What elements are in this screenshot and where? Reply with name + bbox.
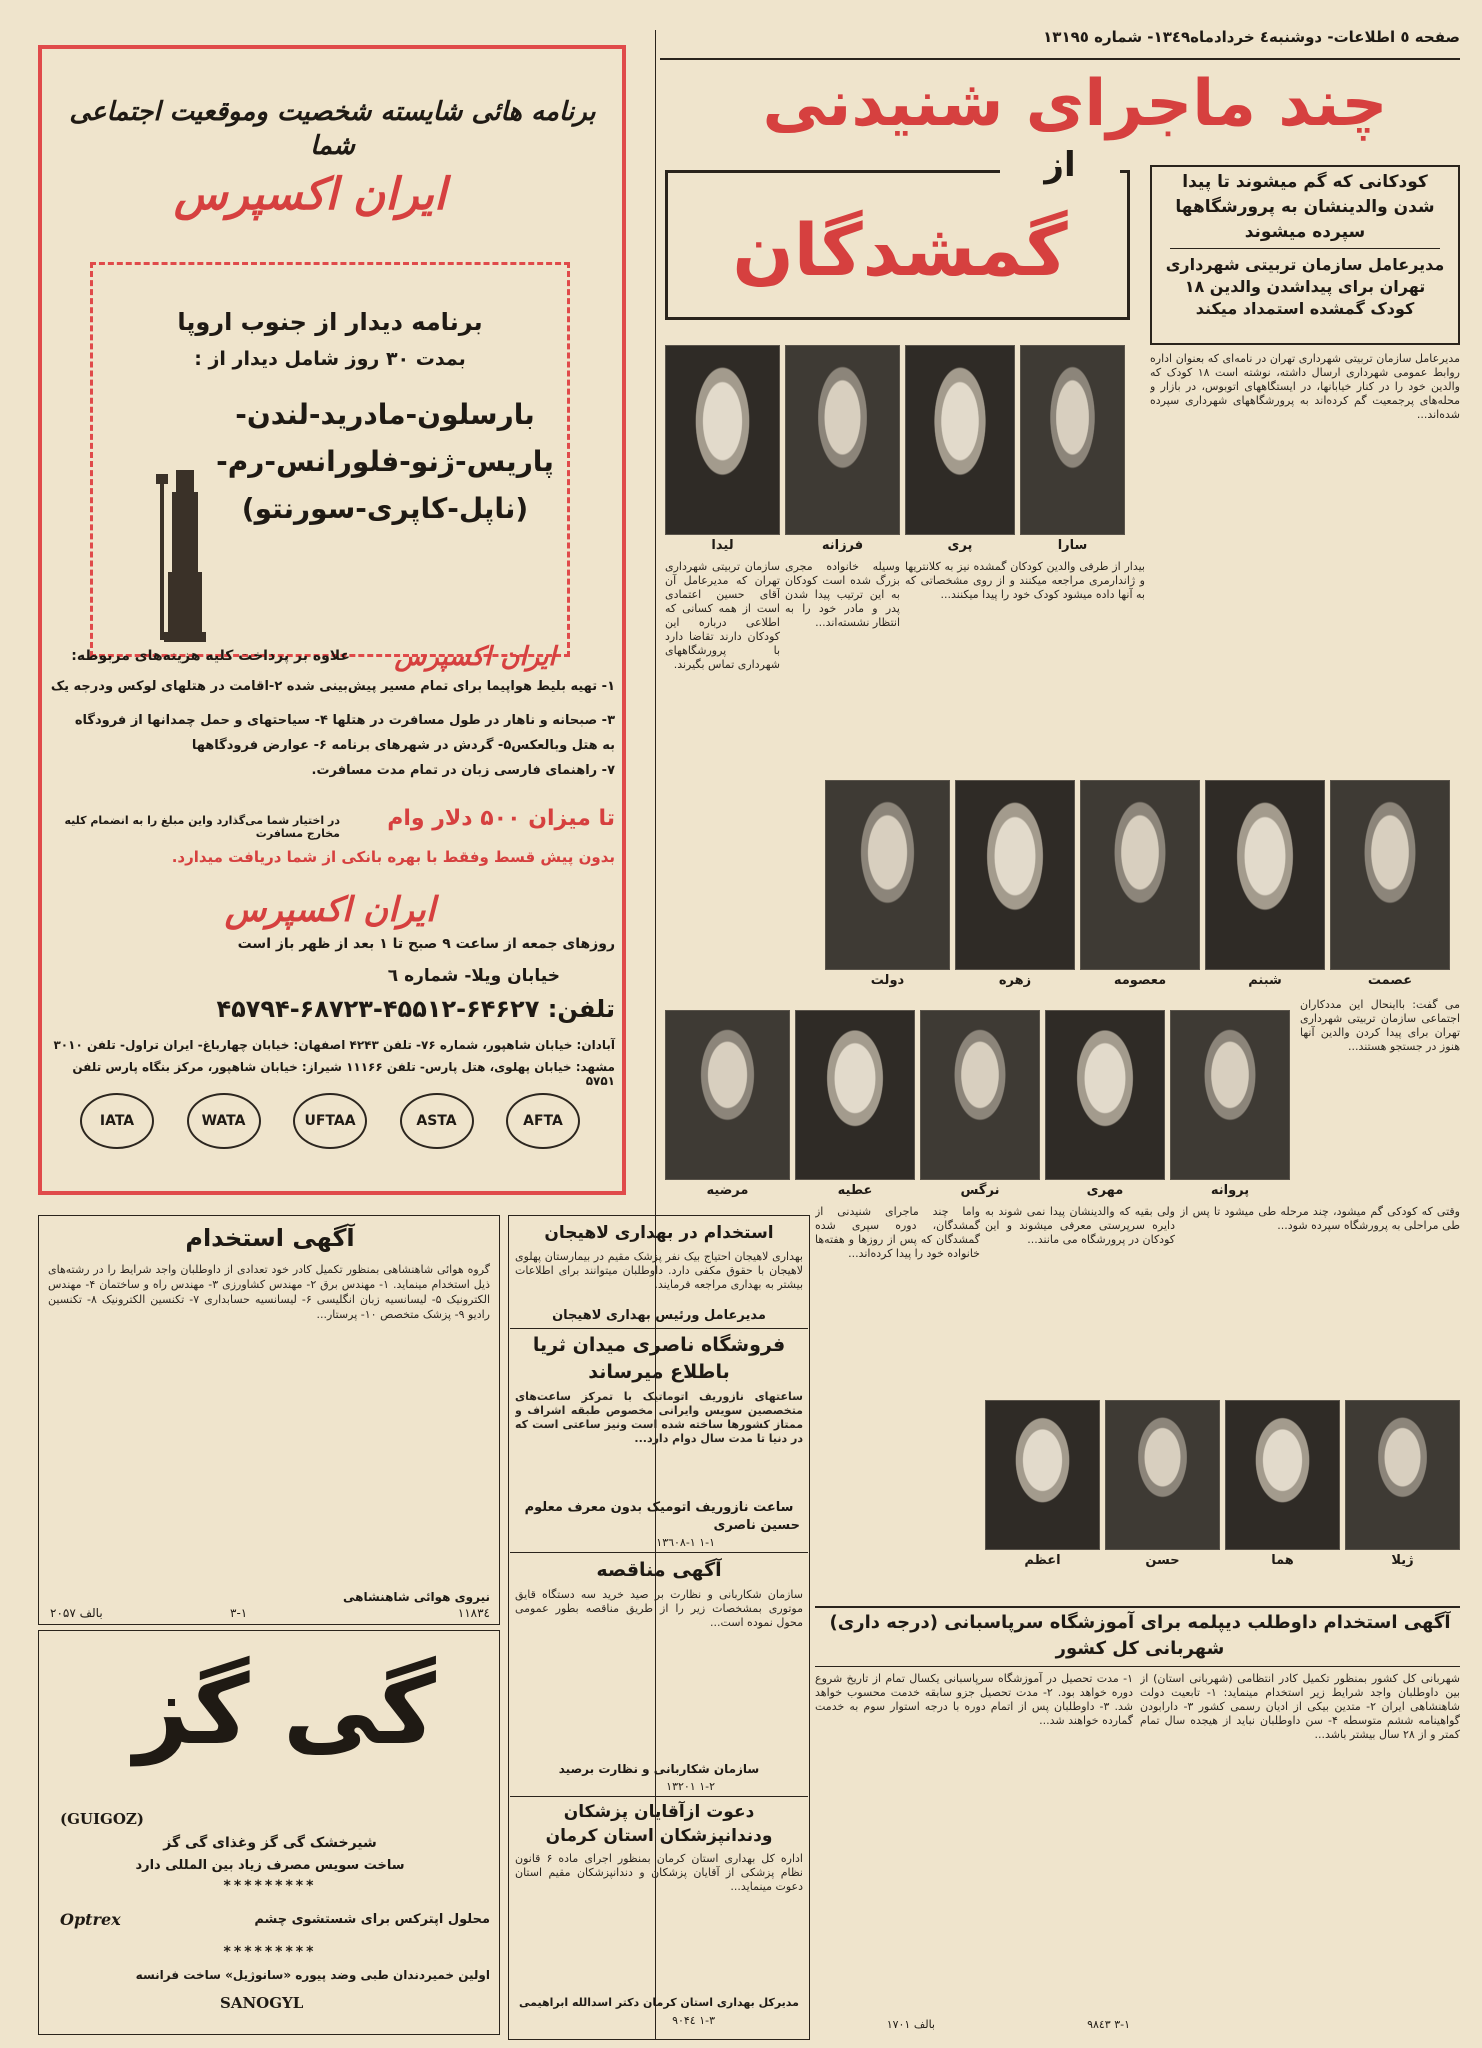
photo-shabnam [1205,780,1325,970]
police-ad-code: ۳-۱ ۹۸٤۳ [1087,2018,1130,2031]
uftaa-logo: UFTAA [293,1093,367,1149]
story-col1: مدیرعامل سازمان تربیتی شهرداری تهران در نامه‌ای که بعنوان اداره روابط عمومی شهرداری ارسال داشته، نوشته است ۱۸ کودک که والدین خود را در کنار خیابانها، در ایستگاههای اتوبوس، در بازار و محله‌های پرجمعیت گم کرده‌اند به پرورشگاههای شهرداری سپرده شده‌اند... [1150,352,1460,421]
naseri-ad-sign: حسین ناصری [713,1518,800,1533]
caption-lida: لیدا [711,538,734,553]
photo-hassan [1105,1400,1220,1550]
caption-zhila: ژیلا [1391,1553,1414,1568]
optrex-line: محلول اپترکس برای شستشوی چشم [254,1912,490,1927]
main-title-line1: چند ماجرای شنیدنی [762,67,1388,141]
ad-includes-label: علاوه بر پرداخت کلیه هزینه‌های مربوطه: [71,648,350,664]
ad-includes-4: ۷- راهنمای فارسی زبان در تمام مدت مسافرت. [311,763,615,778]
caption-farzaneh: فرزانه [821,538,864,553]
kerman-ad-code: ۱-۳ ۹۰۴٤ [672,2014,715,2027]
lahijan-ad-title: استخدام در بهداری لاهیجان [544,1223,774,1243]
ad-includes-3: به هتل وبالعکس۵- گردش در شهرهای برنامه ۶- عوارض فرودگاهها [191,738,615,753]
ad-tour-duration: بمدت ۳۰ روز شامل دیدار از : [194,348,466,370]
optrex-logo: Optrex [60,1910,121,1929]
caption-parvaneh: پروانه [1210,1183,1250,1198]
guigoz-line2: ساخت سویس مصرف زیاد بین المللی دارد [135,1858,405,1873]
ad-loan-line3: بدون پیش قسط وفقط با بهره بانکی از شما دریافت میدارد. [171,848,615,866]
persian-soldier-illustration [150,460,220,650]
kerman-ad-sign: مدیرکل بهداری استان کرمان دکتر اسدالله ابراهیمی [519,1996,799,2009]
guigoz-latin: (GUIGOZ) [60,1810,144,1828]
photo-masoumeh [1080,780,1200,970]
caption-atieh: عطیه [837,1183,873,1198]
story-bottom1: وقتی که کودکی گم میشود، چند مرحله طی میشود تا پس از طی مراحلی به پرورشگاه سپرده شود... [1180,1205,1460,1232]
kerman-ad-title: دعوت ازآقایان پزشکان ودندانپزشکان استان کرمان [545,1802,773,1846]
caption-marzieh: مرضیه [706,1183,749,1198]
story-side: می گفت: بااینحال این مددکاران اجتماعی سازمان تربیتی شهرداری تهران برای پیدا کردن والدین آنها هنوز در جستجو هستند... [1300,998,1460,1053]
afta-logo: AFTA [506,1093,580,1149]
caption-shabnam: شبنم [1248,973,1282,988]
police-ad-title: آگهی استخدام داوطلب دیپلمه برای آموزشگاه سرپاسبانی (درجه داری) شهربانی کل کشور [829,1612,1451,1659]
ad-loan-line2: در اختیار شما می‌گذارد واین مبلغ را به انضمام کلیه مخارج مسافرت [64,814,340,840]
main-title-line2: گمشدگان [732,208,1068,292]
photo-mehri [1045,1010,1165,1180]
photo-esmat [1330,780,1450,970]
naseri-ad-price: ساعت نازوریف اتومیک بدون معرف معلوم [524,1500,794,1515]
photo-sara [1020,345,1125,535]
photo-zohreh [955,780,1075,970]
naseri-ad-title: فروشگاه ناصری میدان ثریا باطلاع میرساند [532,1334,786,1383]
asta-logo: ASTA [400,1093,474,1149]
photo-parvaneh [1170,1010,1290,1180]
caption-narges: نرگس [960,1183,1000,1198]
header-rule [660,58,1460,60]
ad-cities-3: (ناپل-کاپری-سورنتو) [241,492,529,525]
page-header: صفحه ٥ اطلاعات- دوشنبه٤ خردادماه١٣٤٩- شماره ١٣١٩٥ [1043,28,1460,46]
ad-logo-top: ایران اکسپرس [173,169,447,220]
photo-lida [665,345,780,535]
naseri-rule [510,1552,808,1553]
subhead-2: مدیرعامل سازمان تربیتی شهرداری تهران برای پیداشدن والدین ۱۸ کودک گمشده استمداد میکند [1165,255,1445,318]
caption-esmat: عصمت [1367,973,1413,988]
ad-loan-line: تا میزان ۵۰۰ دلار وام [387,806,615,831]
lahijan-rule [510,1328,808,1329]
caption-azam: اعظم [1024,1553,1061,1568]
ad-address: خیابان ویلا- شماره ٦ [387,966,560,986]
lahijan-ad-sign: مدیرعامل ورئیس بهداری لاهیجان [552,1308,766,1323]
photo-marzieh [665,1010,790,1180]
caption-mehri: مهری [1086,1183,1124,1198]
ad-includes-1: ۱- تهیه بلیط هواپیما برای تمام مسیر پیش‌بینی شده ۲-اقامت در هتلهای لوکس ودرجه یک [50,679,615,694]
ad-logo-mid: ایران اکسپرس [394,642,556,672]
police-ad-code2: بالف ۱۷۰۱ [886,2018,935,2031]
story-col2: بیدار از طرفی والدین کودکان گمشده نیز به کلانتریها و ژاندارمری مراجعه میکنند و از روی مشخصاتی که به آنها داده میشود کودک خود را پیدا میکنند... [905,560,1145,601]
police-ad-title-rule [815,1666,1460,1667]
naseri-ad-code: ۱-۱ ۱۳٦۰۸-۱ [656,1536,715,1549]
ad-top-line: برنامه هائی شایسته شخصیت وموقعیت اجتماعی شما [69,97,596,161]
tender-ad-sign: سازمان شکاربانی و نظارت برصید [558,1762,760,1776]
photo-dolat [825,780,950,970]
sanogyl-line: اولین خمیردندان طبی وضد پیوره «سانوژیل» ساخت فرانسه [135,1968,490,1982]
subhead-1: کودکانی که گم میشوند تا پیدا شدن والدینشان به پرورشگاهها سپرده میشوند [1175,172,1435,242]
guigoz-stars2: ********* [223,1944,317,1960]
photo-azam [985,1400,1100,1550]
subhead-divider [1170,248,1440,249]
caption-pari: پری [947,538,973,553]
story-bottom3: واما چند ماجرای شنیدنی از گمشدگان، دوره سپری شده گمشدگان که پس از روزها و هفته‌ها خانواده خود را پیدا کرده‌اند... [815,1205,980,1260]
main-title-from: از [1000,145,1120,185]
ad-logo-bottom: ایران اکسپرس [224,890,436,930]
guigoz-stars: ********* [223,1878,317,1894]
employment-ad-footer-num: ۱۱۸۳٤ [457,1606,490,1620]
ad-cities-1: بارسلون-مادرید-لندن- [235,398,535,431]
ad-branches-1: آبادان: خیابان شاهپور، شماره ۷۶- تلفن ۴۲۴۳ اصفهان: خیابان چهارباغ- ایران تراول- تلفن ۳۰۱۰ [53,1038,615,1052]
sanogyl-logo: SANOGYL [220,1994,304,2012]
employment-ad-text: گروه هوائی شاهنشاهی بمنظور تکمیل کادر خود تعدادی از داوطلبان واجد شرایط را در رشته‌های ذیل استخدام مینماید. ۱- مهندس برق ۲- مهندس کشاورزی ۳- مهندس راه و ساختمان ۴- مهندس الکترونیک ۵- لیسانسیه زبان انگلیسی ۶- لیسانسیه حسابداری ۷- تکنسین الکترونیک ۸- تکنسین رادیو ۹- پزشک متخصص ۱۰- پرستار... [48,1263,490,1321]
police-ad-col-right: شهربانی کل کشور بمنظور تکمیل کادر انتظامی (شهربانی استان) از بین داوطلبان واجد شرایط زیر استخدام مینماید: ۱- تابعیت دولت شاهنشاهی ایران ۲- متدین بیکی از ادیان رسمی کشور ۳- دارابودن گواهینامه ششم متوسطه ۴- سن داوطلبان نباید از هیجده سال تمام کمتر و از ۲۸ سال بیشتر باشد... [1140,1672,1460,1741]
caption-homa: هما [1271,1553,1294,1568]
caption-masoumeh: معصومه [1113,973,1167,988]
tender-rule [510,1796,808,1797]
ad-branches-2: مشهد: خیابان پهلوی، هتل پارس- تلفن ۱۱۱۶۶ شیراز: خیابان شاهپور، مرکز بنگاه پارس تلفن ۵۷۵۱ [72,1060,615,1088]
tender-ad-code: ۱-۲ ۱۳۲۰۱ [666,1780,715,1793]
tender-ad-title: آگهی مناقصه [596,1559,722,1581]
ad-logos [80,1093,580,1149]
tender-ad-text: سازمان شکاربانی و نظارت بر صید خرید سه دستگاه قایق موتوری بمشخصات زیر را از طریق مناقصه بطور عمومی محول نموده است... [515,1588,803,1629]
photo-zhila [1345,1400,1460,1550]
photo-pari [905,345,1015,535]
ad-phone: تلفن: ۶۴۶۲۷-۴۵۵۱۲-۶۸۷۲۳-۴۵۷۹۴ [216,995,615,1023]
employment-ad-code2: بالف ۲۰۵۷ [50,1606,103,1620]
caption-zohreh: زهره [998,973,1032,988]
caption-hassan: حسن [1145,1553,1180,1568]
employment-ad-code: ۳-۱ [230,1606,248,1620]
employment-ad-title: آگهی استخدام [185,1224,355,1252]
lahijan-ad-text: بهداری لاهیجان احتیاج بیک نفر پزشک مقیم در بیمارستان پهلوی لاهیجان با حقوق مکفی دارد. داوطلبان میتوانند برای اطلاعات بیشتر به بهداری مراجعه فرمایند. [515,1250,803,1291]
photo-atieh [795,1010,915,1180]
police-ad-top-rule [815,1606,1460,1608]
police-ad-col-left: ۱- مدت تحصیل در آموزشگاه سرپاسبانی یکسال تمام از تاریخ شروع دوره خواهد بود. ۲- مدت تحصیل جزو سابقه خدمت محسوب خواهد شد. ۳- داوطلبان پس از اتمام دوره با درجه استوار سوم به خدمت گمارده خواهند شد... [815,1672,1133,1727]
employment-ad-footer: نیروی هوائی شاهنشاهی [343,1590,490,1604]
ad-includes-2: ۳- صبحانه و ناهار در طول مسافرت در هتلها ۴- سیاحتهای و حمل چمدانها از فرودگاه [74,713,615,728]
caption-dolat: دولت [870,973,905,988]
wata-logo: WATA [187,1093,261,1149]
photo-homa [1225,1400,1340,1550]
photo-farzaneh [785,345,900,535]
ad-tour-title: برنامه دیدار از جنوب اروپا [177,308,483,336]
story-bottom2: ولی بقیه که والدینشان پیدا نمی شوند به دایره سرپرستی معرفی میشوند و این کودکان در پرورشگاه می مانند... [985,1205,1175,1246]
guigoz-line1: شیرخشک گی گز وغذای گی گز [163,1835,377,1851]
caption-sara: سارا [1057,538,1088,553]
guigoz-logo: گی گز [134,1654,436,1766]
photo-narges [920,1010,1040,1180]
story-col4: سازمان تربیتی شهرداری تهران که مدیرعامل آن آقای حسین اعتمادی است از همه کسانی که اطلاعی درباره این کودکان دارند تقاضا دارد با پرورشگاههای شهرداری تماس بگیرند. [665,560,780,671]
iata-logo: IATA [80,1093,154,1149]
ad-cities-2: پاریس-ژنو-فلورانس-رم- [216,445,554,478]
kerman-ad-text: اداره کل بهداری استان کرمان بمنظور اجرای ماده ۶ قانون نظام پزشکی از آقایان پزشکان و دندانپزشکان مقیم استان دعوت مینماید... [515,1852,803,1893]
story-col3: وسیله خانواده مجری بزرگ شده است کودکان به این ترتیب پیدا شدن پدر و مادر خود را به انتظار نشسته‌اند... [785,560,900,629]
naseri-ad-text: ساعتهای نازوریف اتوماتیک با تمرکز ساعت‌های متخصصین سویس وایرانی مخصوص طبقه اشراف و ممتاز کشورها ساخته شده است ونیز ساعتی است که در دنیا تا مدت سال دوام دارد... [515,1390,803,1445]
ad-hours: روزهای جمعه از ساعت ۹ صبح تا ۱ بعد از ظهر باز است [237,936,615,952]
